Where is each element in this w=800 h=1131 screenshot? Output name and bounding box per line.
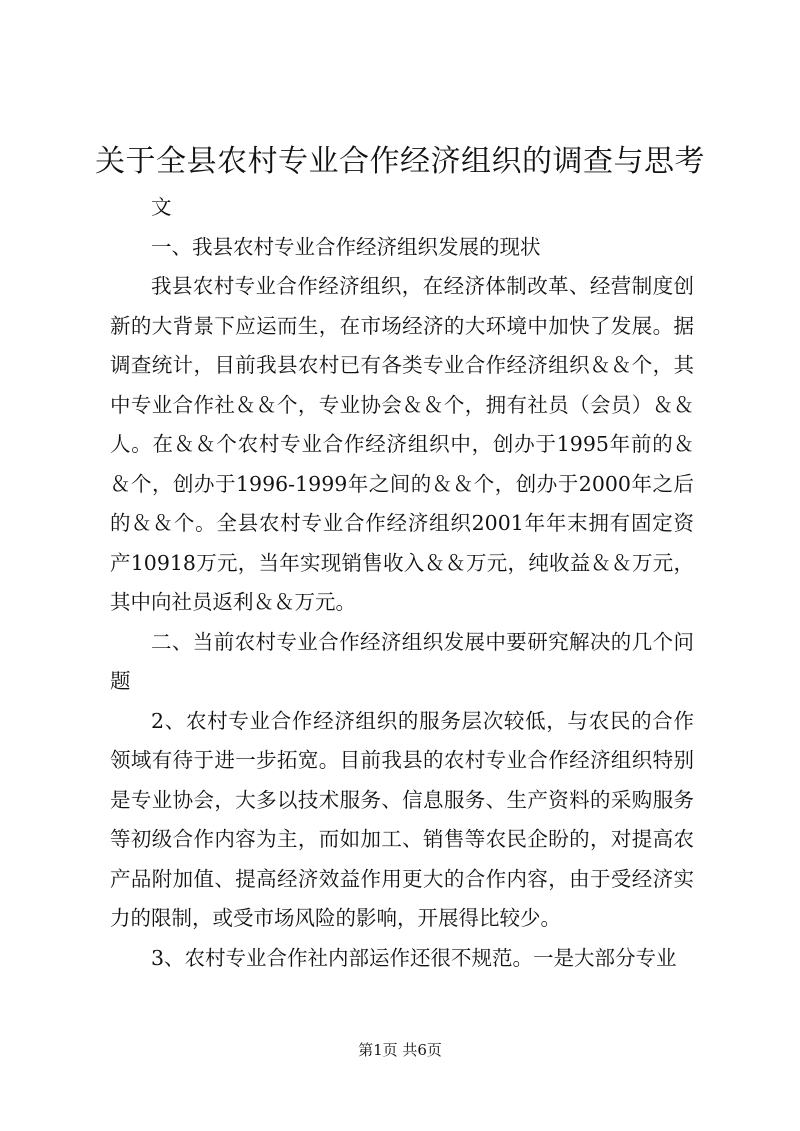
- paragraph-status: 我县农村专业合作经济组织，在经济体制改革、经营制度创新的大背景下应运而生，在市场经济的大环境中加快了发展。据调查统计，目前我县农村已有各类专业合作经济组织＆＆个，其中专业合作社＆＆个，专业协会＆＆个，拥有社员（会员）＆＆人。在＆＆个农村专业合作经济组织中，创办于1995年前的＆＆个，创办于1996-1999年之间的＆＆个，创办于2000年之后的＆＆个。全县农村专业合作经济组织2001年年末拥有固定资产10918万元，当年实现销售收入＆＆万元，纯收益＆＆万元，其中向社员返利＆＆万元。: [110, 274, 694, 614]
- page-number: 第1页 共6页: [358, 1041, 442, 1059]
- paragraph-point-3: 3、农村专业合作社内部运作还很不规范。一是大部分专业: [151, 945, 677, 970]
- document-body: [110, 188, 694, 978]
- section-heading-1: 一、我县农村专业合作经济组织发展的现状: [151, 234, 541, 259]
- author-line: 文: [151, 195, 172, 219]
- paragraph-point-2: 2、农村专业合作经济组织的服务层次较低，与农民的合作领域有待于进一步拓宽。目前我县的农村专业合作经济组织特别是专业协会，大多以技术服务、信息服务、生产资料的采购服务等初级合作内容为主，而如加工、销售等农民企盼的，对提高农产品附加值、提高经济效益作用更大的合作内容，由于受经济实力的限制，或受市场风险的影响，开展得比较少。: [110, 708, 694, 930]
- section-heading-2: 二、当前农村专业合作经济组织发展中要研究解决的几个问题: [110, 629, 694, 693]
- document-title: 关于全县农村专业合作经济组织的调查与思考: [95, 144, 705, 179]
